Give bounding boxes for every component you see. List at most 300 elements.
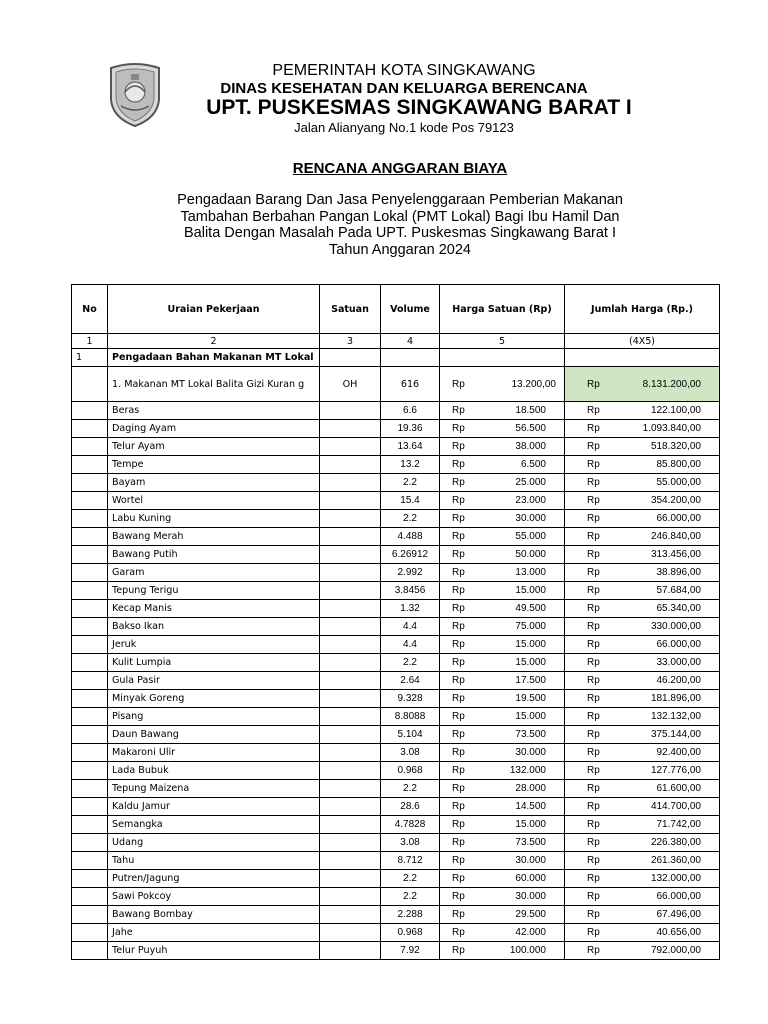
currency-label: Rp [587, 729, 600, 740]
item-jumlah [565, 798, 720, 816]
table-row [72, 456, 720, 474]
item-jumlah [565, 888, 720, 906]
empty-cell [320, 456, 381, 474]
item-volume: 2.2 [381, 888, 440, 906]
item-volume: 2.2 [381, 870, 440, 888]
item-harga [440, 582, 565, 600]
item-name: Pisang [108, 708, 320, 726]
item-name: Wortel [108, 492, 320, 510]
harga-value: 15.000 [515, 639, 546, 650]
item-volume: 9.328 [381, 690, 440, 708]
currency-label: Rp [452, 531, 465, 542]
item-harga [440, 564, 565, 582]
table-row [72, 888, 720, 906]
item-jumlah [565, 492, 720, 510]
main-item-text: 1. Makanan MT Lokal Balita Gizi Kuran g [112, 378, 305, 390]
empty-cell [320, 349, 381, 367]
currency-label: Rp [587, 837, 600, 848]
item-jumlah [565, 402, 720, 420]
item-harga [440, 834, 565, 852]
item-harga [440, 618, 565, 636]
item-jumlah [565, 510, 720, 528]
currency-label: Rp [452, 729, 465, 740]
empty-cell [72, 636, 108, 654]
jumlah-value: 127.776,00 [650, 765, 701, 776]
empty-cell [320, 870, 381, 888]
currency-label: Rp [587, 783, 600, 794]
currency-label: Rp [587, 423, 600, 434]
empty-cell [320, 924, 381, 942]
harga-value: 30.000 [515, 891, 546, 902]
table-row [72, 420, 720, 438]
currency-label: Rp [452, 927, 465, 938]
item-jumlah [565, 906, 720, 924]
jumlah-value: 92.400,00 [656, 747, 701, 758]
currency-label: Rp [587, 891, 600, 902]
empty-cell [72, 618, 108, 636]
table-row [72, 690, 720, 708]
harga-value: 13.200,00 [511, 378, 556, 390]
jumlah-value: 122.100,00 [650, 405, 701, 416]
item-jumlah [565, 780, 720, 798]
currency-label: Rp [452, 405, 465, 416]
currency-label: Rp [452, 459, 465, 470]
empty-cell [320, 474, 381, 492]
harga-value: 15.000 [515, 819, 546, 830]
currency-label: Rp [452, 603, 465, 614]
document-subtitle [40, 192, 760, 258]
empty-cell [320, 942, 381, 960]
currency-label: Rp [452, 765, 465, 776]
empty-cell [320, 690, 381, 708]
item-name: Makaroni Ulir [108, 744, 320, 762]
empty-cell [72, 600, 108, 618]
currency-label: Rp [587, 531, 600, 542]
currency-label: Rp [587, 378, 600, 390]
harga-value: 29.500 [515, 909, 546, 920]
harga-value: 30.000 [515, 513, 546, 524]
table-row [72, 708, 720, 726]
table-row [72, 726, 720, 744]
harga-value: 50.000 [515, 549, 546, 560]
item-name: Bakso Ikan [108, 618, 320, 636]
currency-label: Rp [452, 855, 465, 866]
item-harga [440, 852, 565, 870]
item-jumlah [565, 564, 720, 582]
empty-cell [320, 510, 381, 528]
jumlah-value: 71.742,00 [656, 819, 701, 830]
header-harga-satuan: Harga Satuan (Rp) [440, 285, 565, 334]
jumlah-value: 313.456,00 [650, 549, 701, 560]
jumlah-value: 354.200,00 [650, 495, 701, 506]
item-volume: 8.712 [381, 852, 440, 870]
jumlah-value: 40.656,00 [656, 927, 701, 938]
empty-cell [72, 492, 108, 510]
jumlah-value: 414.700,00 [650, 801, 701, 812]
header-government: PEMERINTAH KOTA SINGKAWANG [272, 62, 536, 79]
harga-value: 25.000 [515, 477, 546, 488]
jumlah-value: 518.320,00 [650, 441, 701, 452]
currency-label: Rp [587, 675, 600, 686]
empty-cell [320, 744, 381, 762]
jumlah-value: 66.000,00 [656, 639, 701, 650]
empty-cell [320, 636, 381, 654]
item-name: Tahu [108, 852, 320, 870]
harga-value: 18.500 [515, 405, 546, 416]
empty-cell [72, 582, 108, 600]
empty-cell [72, 654, 108, 672]
header-no: No [72, 285, 108, 334]
document-title: RENCANA ANGGARAN BIAYA [292, 160, 508, 177]
empty-cell [320, 906, 381, 924]
item-jumlah [565, 708, 720, 726]
item-name: Garam [108, 564, 320, 582]
item-volume: 7.92 [381, 942, 440, 960]
harga-value: 15.000 [515, 711, 546, 722]
item-volume: 2.2 [381, 510, 440, 528]
empty-cell [72, 780, 108, 798]
item-volume: 0.968 [381, 924, 440, 942]
currency-label: Rp [452, 567, 465, 578]
currency-label: Rp [452, 945, 465, 956]
empty-cell [320, 816, 381, 834]
currency-label: Rp [452, 549, 465, 560]
currency-label: Rp [452, 495, 465, 506]
item-harga [440, 528, 565, 546]
currency-label: Rp [452, 891, 465, 902]
currency-label: Rp [587, 567, 600, 578]
empty-cell [320, 672, 381, 690]
item-jumlah [565, 600, 720, 618]
empty-cell [320, 600, 381, 618]
currency-label: Rp [587, 585, 600, 596]
harga-value: 42.000 [515, 927, 546, 938]
table-row [72, 942, 720, 960]
item-harga [440, 708, 565, 726]
currency-label: Rp [452, 621, 465, 632]
item-harga [440, 420, 565, 438]
currency-label: Rp [452, 837, 465, 848]
item-harga [440, 906, 565, 924]
table-row [72, 546, 720, 564]
item-volume: 28.6 [381, 798, 440, 816]
index-cell: 5 [440, 334, 565, 349]
item-volume: 1.32 [381, 600, 440, 618]
item-name: Telur Ayam [108, 438, 320, 456]
item-jumlah [565, 474, 720, 492]
harga-value: 132.000 [509, 765, 546, 776]
section-row [72, 349, 720, 367]
item-harga [440, 600, 565, 618]
table-row [72, 924, 720, 942]
jumlah-value: 57.684,00 [656, 585, 701, 596]
item-volume: 2.2 [381, 780, 440, 798]
table-header-row [72, 285, 720, 334]
item-volume: 2.64 [381, 672, 440, 690]
currency-label: Rp [452, 783, 465, 794]
main-item-satuan: OH [320, 367, 381, 402]
table-row [72, 870, 720, 888]
jumlah-value: 246.840,00 [650, 531, 701, 542]
currency-label: Rp [587, 855, 600, 866]
header-volume: Volume [381, 285, 440, 334]
header-satuan: Satuan [320, 285, 381, 334]
empty-cell [320, 708, 381, 726]
item-jumlah [565, 762, 720, 780]
item-volume: 2.2 [381, 654, 440, 672]
header-uraian: Uraian Pekerjaan [108, 285, 320, 334]
item-harga [440, 438, 565, 456]
empty-cell [320, 888, 381, 906]
empty-cell [320, 564, 381, 582]
item-jumlah [565, 618, 720, 636]
empty-cell [72, 456, 108, 474]
currency-label: Rp [452, 909, 465, 920]
index-cell: 3 [320, 334, 381, 349]
empty-cell [72, 816, 108, 834]
harga-value: 75.000 [515, 621, 546, 632]
empty-cell [320, 798, 381, 816]
empty-cell [72, 528, 108, 546]
empty-cell [72, 690, 108, 708]
jumlah-value: 8.131.200,00 [642, 378, 701, 390]
item-harga [440, 744, 565, 762]
empty-cell [320, 618, 381, 636]
currency-label: Rp [452, 657, 465, 668]
empty-cell [72, 672, 108, 690]
item-jumlah [565, 690, 720, 708]
table-row [72, 600, 720, 618]
item-volume: 3.8456 [381, 582, 440, 600]
harga-value: 73.500 [515, 837, 546, 848]
harga-value: 13.000 [515, 567, 546, 578]
empty-cell [72, 402, 108, 420]
empty-cell [320, 420, 381, 438]
item-jumlah [565, 582, 720, 600]
item-jumlah [565, 546, 720, 564]
currency-label: Rp [452, 585, 465, 596]
main-item-label [108, 367, 320, 402]
currency-label: Rp [452, 441, 465, 452]
empty-cell [320, 762, 381, 780]
table-row [72, 492, 720, 510]
table-row [72, 798, 720, 816]
harga-value: 6.500 [520, 459, 546, 470]
table-row [72, 564, 720, 582]
index-cell: 1 [72, 334, 108, 349]
item-harga [440, 546, 565, 564]
empty-cell [72, 546, 108, 564]
jumlah-value: 65.340,00 [656, 603, 701, 614]
jumlah-value: 792.000,00 [650, 945, 701, 956]
table-row [72, 654, 720, 672]
jumlah-value: 132.132,00 [650, 711, 701, 722]
currency-label: Rp [452, 819, 465, 830]
currency-label: Rp [587, 657, 600, 668]
subtitle-line: Pengadaan Barang Dan Jasa Penyelenggaraan Pemberian Makanan [177, 192, 623, 208]
harga-value: 28.000 [515, 783, 546, 794]
item-name: Bawang Merah [108, 528, 320, 546]
currency-label: Rp [587, 513, 600, 524]
item-name: Beras [108, 402, 320, 420]
currency-label: Rp [587, 927, 600, 938]
empty-cell [320, 582, 381, 600]
table-row [72, 906, 720, 924]
column-index-row [72, 334, 720, 349]
jumlah-value: 67.496,00 [656, 909, 701, 920]
section-no: 1 [72, 349, 108, 367]
item-name: Bawang Putih [108, 546, 320, 564]
currency-label: Rp [587, 801, 600, 812]
table-row [72, 672, 720, 690]
item-volume: 4.488 [381, 528, 440, 546]
item-jumlah [565, 654, 720, 672]
item-jumlah [565, 528, 720, 546]
item-jumlah [565, 816, 720, 834]
empty-cell [320, 528, 381, 546]
table-row [72, 528, 720, 546]
table-row [72, 618, 720, 636]
harga-value: 23.000 [515, 495, 546, 506]
item-jumlah [565, 924, 720, 942]
table-row [72, 582, 720, 600]
item-jumlah [565, 456, 720, 474]
empty-cell [72, 744, 108, 762]
item-name: Kaldu Jamur [108, 798, 320, 816]
item-harga [440, 762, 565, 780]
subtitle-line: Tambahan Berbahan Pangan Lokal (PMT Lokal) Bagi Ibu Hamil Dan [180, 208, 620, 225]
jumlah-value: 66.000,00 [656, 513, 701, 524]
currency-label: Rp [587, 873, 600, 884]
jumlah-value: 85.800,00 [656, 459, 701, 470]
index-cell: 2 [108, 334, 320, 349]
header-institution: UPT. PUSKESMAS SINGKAWANG BARAT I [206, 96, 632, 119]
currency-label: Rp [587, 747, 600, 758]
main-item-jumlah [565, 367, 720, 402]
item-harga [440, 636, 565, 654]
item-jumlah [565, 852, 720, 870]
table-row [72, 762, 720, 780]
harga-value: 56.500 [515, 423, 546, 434]
empty-cell [72, 726, 108, 744]
item-harga [440, 726, 565, 744]
empty-cell [72, 564, 108, 582]
currency-label: Rp [452, 747, 465, 758]
item-harga [440, 888, 565, 906]
item-jumlah [565, 420, 720, 438]
item-harga [440, 456, 565, 474]
header-jumlah-harga: Jumlah Harga (Rp.) [565, 285, 720, 334]
empty-cell [72, 798, 108, 816]
jumlah-value: 46.200,00 [656, 675, 701, 686]
item-jumlah [565, 672, 720, 690]
currency-label: Rp [452, 801, 465, 812]
item-harga [440, 492, 565, 510]
item-harga [440, 654, 565, 672]
currency-label: Rp [587, 441, 600, 452]
item-name: Minyak Goreng [108, 690, 320, 708]
harga-value: 30.000 [515, 747, 546, 758]
subtitle-line: Tahun Anggaran 2024 [329, 241, 471, 258]
jumlah-value: 181.896,00 [650, 693, 701, 704]
empty-cell [72, 942, 108, 960]
table-row [72, 816, 720, 834]
harga-value: 19.500 [515, 693, 546, 704]
header-address: Jalan Alianyang No.1 kode Pos 79123 [294, 120, 514, 135]
jumlah-value: 66.000,00 [656, 891, 701, 902]
currency-label: Rp [587, 495, 600, 506]
empty-cell [320, 726, 381, 744]
jumlah-value: 1.093.840,00 [642, 423, 701, 434]
budget-table [71, 284, 720, 960]
table-row [72, 744, 720, 762]
item-volume: 6.6 [381, 402, 440, 420]
item-volume: 2.288 [381, 906, 440, 924]
item-volume: 5.104 [381, 726, 440, 744]
main-item-volume: 616 [381, 367, 440, 402]
item-volume: 2.2 [381, 474, 440, 492]
item-volume: 0.968 [381, 762, 440, 780]
item-name: Bawang Bombay [108, 906, 320, 924]
item-name: Tepung Terigu [108, 582, 320, 600]
currency-label: Rp [587, 909, 600, 920]
harga-value: 14.500 [515, 801, 546, 812]
item-harga [440, 672, 565, 690]
item-harga [440, 402, 565, 420]
harga-value: 15.000 [515, 657, 546, 668]
main-item-row [72, 367, 720, 402]
harga-value: 15.000 [515, 585, 546, 596]
empty-cell [320, 654, 381, 672]
jumlah-value: 375.144,00 [650, 729, 701, 740]
item-volume: 4.4 [381, 636, 440, 654]
currency-label: Rp [587, 711, 600, 722]
currency-label: Rp [587, 945, 600, 956]
harga-value: 49.500 [515, 603, 546, 614]
currency-label: Rp [587, 405, 600, 416]
item-volume: 19.36 [381, 420, 440, 438]
jumlah-value: 261.360,00 [650, 855, 701, 866]
item-jumlah [565, 744, 720, 762]
table-row [72, 834, 720, 852]
harga-value: 60.000 [515, 873, 546, 884]
item-name: Jahe [108, 924, 320, 942]
currency-label: Rp [587, 549, 600, 560]
item-name: Gula Pasir [108, 672, 320, 690]
empty-cell [72, 438, 108, 456]
empty-cell [565, 349, 720, 367]
item-harga [440, 780, 565, 798]
item-name: Udang [108, 834, 320, 852]
empty-cell [72, 852, 108, 870]
currency-label: Rp [587, 819, 600, 830]
empty-cell [320, 780, 381, 798]
table-row [72, 438, 720, 456]
item-name: Bayam [108, 474, 320, 492]
empty-cell [320, 492, 381, 510]
currency-label: Rp [452, 423, 465, 434]
empty-cell [72, 906, 108, 924]
jumlah-value: 55.000,00 [656, 477, 701, 488]
item-volume: 15.4 [381, 492, 440, 510]
empty-cell [72, 510, 108, 528]
harga-value: 73.500 [515, 729, 546, 740]
empty-cell [320, 438, 381, 456]
currency-label: Rp [452, 477, 465, 488]
item-name: Jeruk [108, 636, 320, 654]
harga-value: 17.500 [515, 675, 546, 686]
currency-label: Rp [452, 873, 465, 884]
